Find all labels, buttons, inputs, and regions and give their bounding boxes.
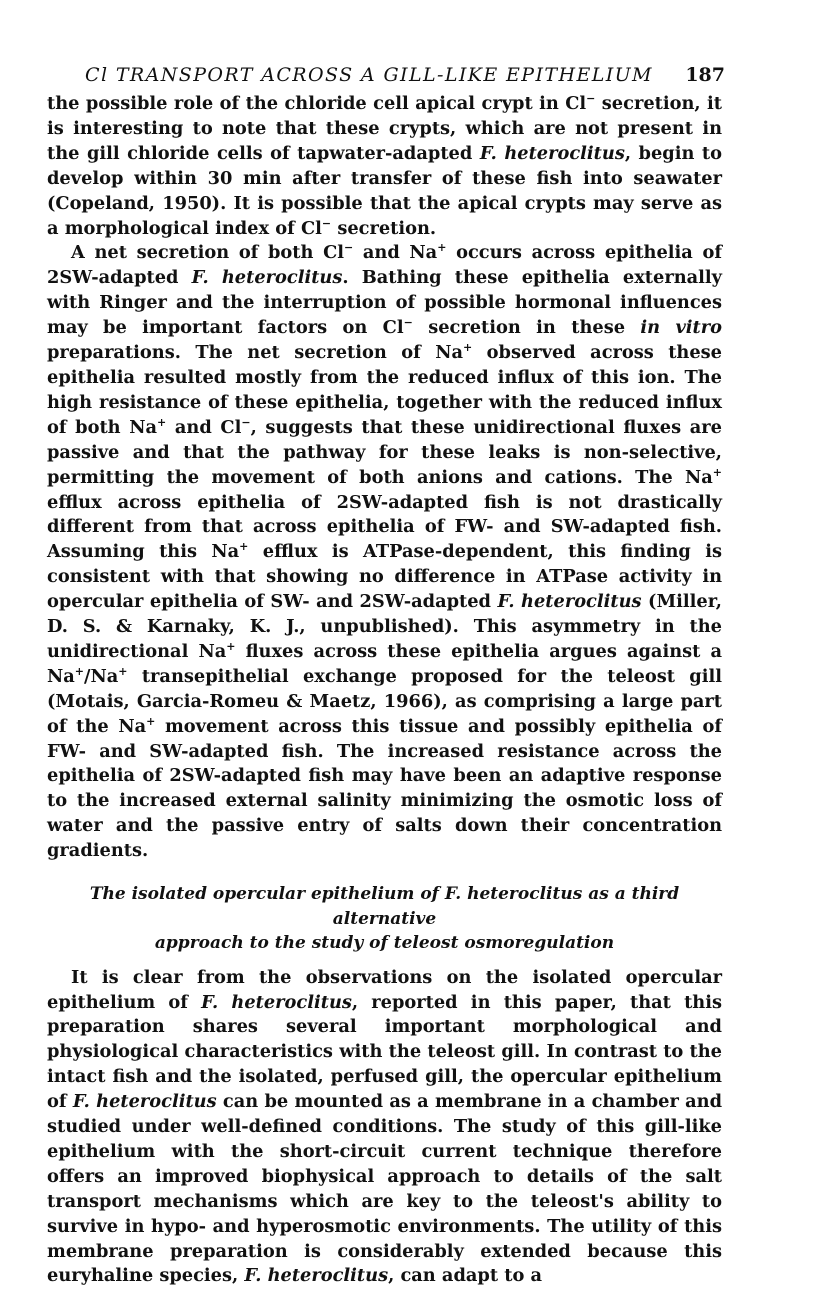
section-heading-line-1: The isolated opercular epithelium of F. heteroclitus as a third alternative bbox=[89, 884, 680, 929]
paragraph-3: It is clear from the observations on the isolated opercular epithelium of F. heteroclitus, reported in this paper, that this preparation shares several important morphological and physiological characteristics with the teleost gill. In contrast to the intact fish and the isolated, perfused gill, the opercular epithelium of F. heteroclitus can be mounted as a membrane in a chamber and studied under well-defined conditions. The study of this gill-like epithelium with the short-circuit current technique therefore offers an improved biophysical approach to details of the salt transport mechanisms which are key to the teleost's ability to survive in hypo- and hyperosmotic environments. The utility of this membrane preparation is considerably extended because this euryhaline species, F. heteroclitus, can adapt to a bbox=[47, 966, 722, 1287]
page bbox=[47, 58, 725, 1289]
running-head bbox=[47, 58, 725, 88]
species-name: F. heteroclitus bbox=[191, 267, 343, 289]
species-name: F. heteroclitus bbox=[479, 142, 625, 164]
section-heading bbox=[47, 882, 722, 956]
running-title: Cl TRANSPORT ACROSS A GILL-LIKE EPITHELIUM bbox=[85, 64, 653, 86]
section-heading-line-2: approach to the study of teleost osmoregulation bbox=[154, 933, 615, 954]
species-name: F. heteroclitus bbox=[497, 591, 642, 613]
page-number: 187 bbox=[685, 64, 725, 86]
paragraph-2: A net secretion of both Cl− and Na+ occurs across epithelia of 2SW-adapted F. heteroclitus. Bathing these epithelia externally with Ringer and the interruption of possible hormonal influences may be important factors on Cl− secretion in these in vitro preparations. The net secretion of Na+ observed across these epithelia resulted mostly from the reduced influx of this ion. The high resistance of these epithelia, together with the reduced influx of both Na+ and Cl−, suggests that these unidirectional fluxes are passive and that the pathway for these leaks is non-selective, permitting the movement of both anions and cations. The Na+ efflux across epithelia of 2SW-adapted fish is not drastically different from that across epithelia of FW- and SW-adapted fish. Assuming this Na+ efflux is ATPase-dependent, this finding is consistent with that showing no difference in ATPase activity in opercular epithelia of SW- and 2SW-adapted F. heteroclitus (Miller, D. S. & Karnaky, K. J., unpublished). This asymmetry in the unidirectional Na+ fluxes across these epithelia argues against a Na+/Na+ transepithelial exchange proposed for the teleost gill (Motais, Garcia-Romeu & Maetz, 1966), as comprising a large part of the Na+ movement across this tissue and possibly epithelia of FW- and SW-adapted fish. The increased resistance across the epithelia of 2SW-adapted fish may have been an adaptive response to the increased external salinity minimizing the osmotic loss of water and the passive entry of salts down their concentration gradients. bbox=[47, 241, 723, 862]
species-name: F. heteroclitus bbox=[201, 991, 352, 1013]
species-name: F. heteroclitus bbox=[72, 1091, 217, 1113]
species-name: F. heteroclitus bbox=[244, 1265, 389, 1287]
paragraph-1: the possible role of the chloride cell apical crypt in Cl− secretion, it is interesting to note that these crypts, which are not present in the gill chloride cells of tapwater-adapted F. heteroclitus, begin to develop within 30 min after transfer of these fish into seawater (Copeland, 1950). It is possible that the apical crypts may serve as a morphological index of Cl− secretion. bbox=[47, 92, 723, 239]
in-vitro-term: in vitro bbox=[640, 317, 723, 339]
